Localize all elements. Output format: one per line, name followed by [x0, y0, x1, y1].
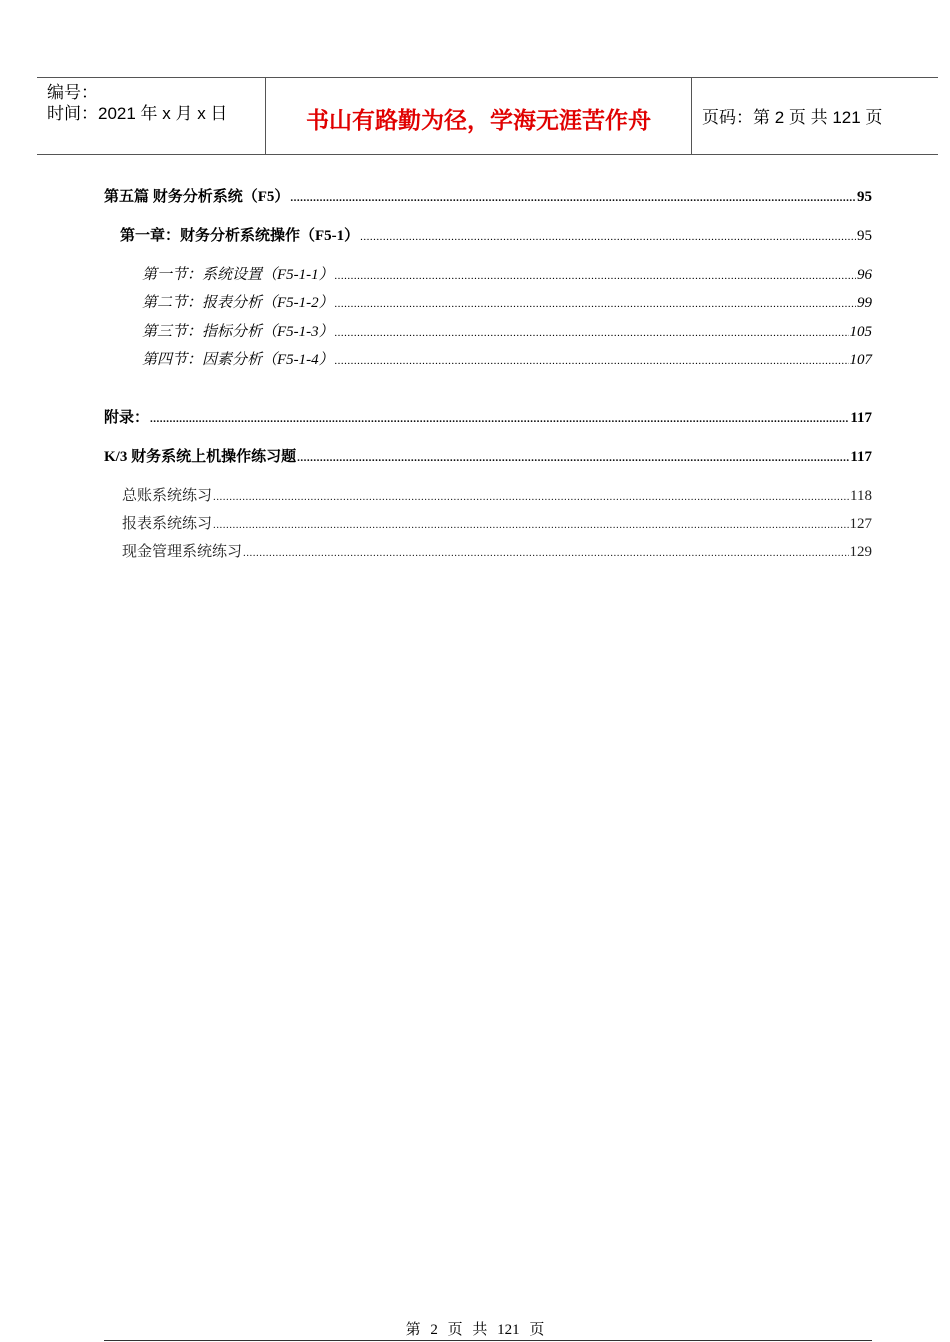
footer-rule	[104, 1340, 872, 1341]
toc-entry-page: 96	[857, 267, 872, 283]
toc-chapter-1[interactable]	[120, 226, 872, 247]
toc-entry-label: 总账系统练习	[122, 488, 213, 504]
toc-section-3[interactable]	[142, 322, 872, 343]
toc-leader	[335, 294, 856, 314]
toc-leader	[297, 448, 849, 468]
toc-entry-page: 95	[857, 189, 872, 205]
toc-exercise-ledger[interactable]	[122, 486, 872, 507]
header-page-label: 页码：第 2 页 共 121 页	[702, 108, 883, 127]
toc-exercise-report[interactable]	[122, 514, 872, 535]
toc-part-5[interactable]	[104, 187, 872, 208]
toc-entry-page: 127	[849, 516, 872, 532]
toc-entry-page: 117	[850, 410, 872, 426]
toc-leader	[290, 188, 856, 208]
header-motto-cell	[266, 78, 692, 154]
toc-entry-page: 117	[850, 449, 872, 465]
toc-entry-label: 第二节：报表分析（F5-1-2）	[142, 295, 334, 311]
toc-entry-label: 附录：	[104, 410, 150, 426]
date-label: 时间：2021 年 x 月 x 日	[47, 104, 228, 123]
toc-entry-label: 第一节：系统设置（F5-1-1）	[142, 267, 334, 283]
toc-entry-page: 105	[849, 324, 872, 340]
header-meta-cell	[37, 78, 266, 154]
toc-entry-label: 第一章：财务分析系统操作（F5-1）	[120, 228, 360, 244]
toc-entry-label: 第三节：指标分析（F5-1-3）	[142, 324, 334, 340]
toc-leader	[335, 323, 849, 343]
toc-entry-page: 95	[857, 228, 872, 244]
toc-entry-label: K/3 财务系统上机操作练习题	[104, 449, 297, 465]
serial-label: 编号：	[47, 83, 98, 102]
toc-section-4[interactable]	[142, 350, 872, 371]
page-footer: 第 2 页 共 121 页	[405, 1322, 545, 1338]
toc-entry-page: 129	[849, 544, 872, 560]
toc-leader	[243, 543, 848, 563]
toc-leader	[335, 266, 856, 286]
toc-entry-label: 现金管理系统练习	[122, 544, 243, 560]
toc-exercises[interactable]	[104, 447, 872, 468]
page-header	[37, 77, 938, 155]
header-page-cell	[692, 78, 938, 154]
toc-leader	[360, 227, 856, 247]
toc-entry-page: 99	[857, 295, 872, 311]
toc-exercise-cash[interactable]	[122, 542, 872, 563]
toc-entry-label: 第四节：因素分析（F5-1-4）	[142, 352, 334, 368]
motto-text: 书山有路勤为径，学海无涯苦作舟	[306, 108, 651, 134]
toc-appendix[interactable]	[104, 408, 872, 429]
toc-entry-page: 107	[849, 352, 872, 368]
toc-leader	[150, 409, 849, 429]
toc-entry-label: 第五篇 财务分析系统（F5）	[104, 189, 290, 205]
toc-section-2[interactable]	[142, 293, 872, 314]
toc-entry-page: 118	[850, 488, 872, 504]
toc-leader	[213, 515, 848, 535]
toc-leader	[213, 487, 849, 507]
toc-entry-label: 报表系统练习	[122, 516, 213, 532]
toc-section-1[interactable]	[142, 265, 872, 286]
toc-leader	[335, 351, 849, 371]
